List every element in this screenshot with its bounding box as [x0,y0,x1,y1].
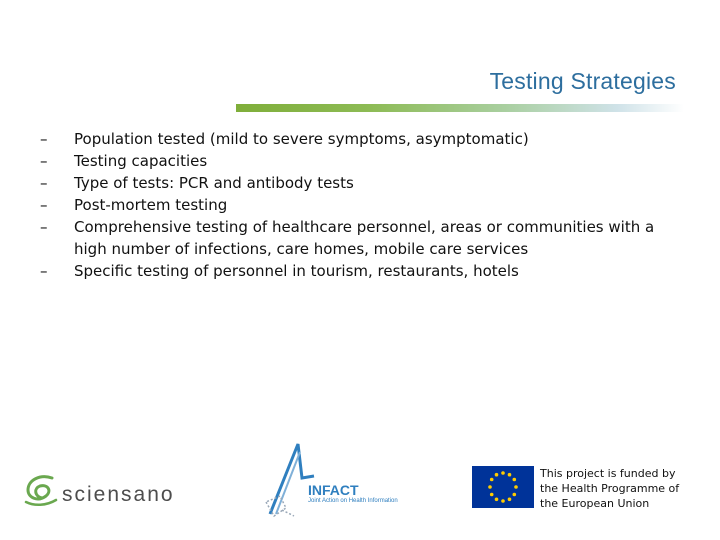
eu-flag-icon [472,466,534,508]
list-item [40,172,690,194]
infact-subtitle: Joint Action on Health Information [308,498,398,504]
bullet-text: Testing capacities [74,152,208,170]
list-item [40,216,690,260]
bullet-marker: – [40,130,48,148]
sciensano-swirl-icon [22,472,60,508]
eu-funding-statement [540,466,690,511]
sciensano-wordmark: sciensano [62,483,175,506]
eu-funding-line: This project is funded by [540,467,676,480]
list-item [40,260,690,282]
bullet-text: Type of tests: PCR and antibody tests [74,174,354,192]
list-item [40,194,690,216]
bullet-text: Specific testing of personnel in tourism, restaurants, hotels [74,262,519,280]
bullet-marker: – [40,174,48,192]
infact-peak-icon [262,438,322,518]
bullet-list [40,128,690,282]
sciensano-logo [22,470,175,510]
eu-funding-line: the European Union [540,497,650,510]
slide-title: Testing Strategies [489,68,676,94]
bullet-marker: – [40,262,48,280]
bullet-marker: – [40,218,48,236]
infact-wordmark: INFACT [308,482,359,498]
list-item [40,128,690,150]
list-item [40,150,690,172]
eu-funding-line: the Health Programme of [540,482,680,495]
bullet-text: Post-mortem testing [74,196,228,214]
bullet-marker: – [40,152,48,170]
infact-logo [262,438,412,518]
bullet-marker: – [40,196,48,214]
bullet-text: Population tested (mild to severe symptoms, asymptomatic) [74,130,529,148]
bullet-text: Comprehensive testing of healthcare personnel, areas or communities with a high number of infections, care homes, mobile care services [74,218,655,258]
title-underline [236,104,684,112]
